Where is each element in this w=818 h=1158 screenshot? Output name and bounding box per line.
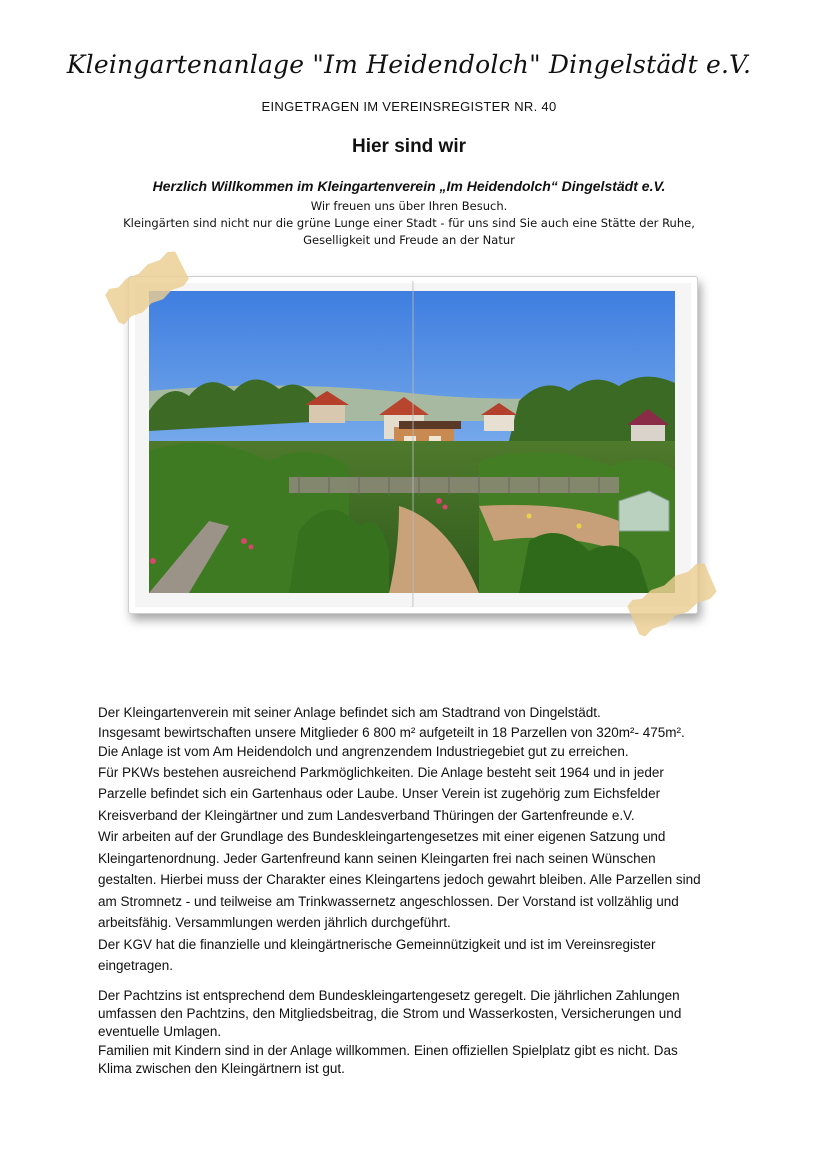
text-line: Der Pachtzins ist entsprechend dem Bundeskleingartengesetz geregelt. Die jährlichen Zahlungen (98, 988, 680, 1003)
text-line: gestalten. Hierbei muss der Charakter eines Kleingartens jedoch gewahrt bleiben. Alle Parzellen sind (98, 872, 701, 887)
intro-line: Wir freuen uns über Ihren Besuch. (310, 199, 508, 213)
intro-text (100, 198, 718, 249)
text-line: Wir arbeiten auf der Grundlage des Bundeskleingartengesetzes mit einer eigenen Satzung und (98, 829, 666, 844)
text-line: arbeitsfähig. Versammlungen werden jährlich durchgeführt. (98, 915, 451, 930)
text-line: Insgesamt bewirtschaften unsere Mitglieder 6 800 m² aufgeteilt in 18 Parzellen von 320m²- 475m². (98, 724, 685, 740)
text-line: Parzelle befindet sich ein Gartenhaus oder Laube. Unser Verein ist zugehörig zum Eichsfelder (98, 786, 661, 801)
intro-line: Geselligkeit und Freude an der Natur (303, 233, 515, 247)
text-line: eingetragen. (98, 958, 174, 973)
garden-panorama-photo (149, 291, 675, 593)
text-line: umfassen den Pachtzins, den Mitgliedsbeitrag, die Strom und Wasserkosten, Versicherungen und (98, 1006, 682, 1022)
text-line: Kleingartenordnung. Jeder Gartenfreund kann seinen Kleingarten frei nach seinen Wünschen (98, 850, 656, 866)
register-note: EINGETRAGEN IM VEREINSREGISTER NR. 40 (261, 99, 557, 114)
intro-line: Kleingärten sind nicht nur die grüne Lunge einer Stadt - für uns sind Sie auch eine Stätte der Ruhe, (123, 216, 695, 230)
text-line: Der KGV hat die finanzielle und kleingärtnerische Gemeinnützigkeit und ist im Vereinsregister (98, 936, 656, 952)
text-line: eventuelle Umlagen. (98, 1024, 222, 1040)
lease-paragraph (98, 987, 738, 1078)
text-line: Klima zwischen den Kleingärtnern ist gut. (98, 1060, 345, 1076)
text-line: Kreisverband der Kleingärtner und zum Landesverband Thüringen der Gartenfreunde e.V. (98, 807, 635, 823)
photo-book (128, 276, 698, 614)
text-line: Die Anlage ist vom Am Heidendolch und angrenzendem Industriegebiet gut zu erreichen. (98, 744, 629, 759)
text-line: am Stromnetz - und teilweise am Trinkwassernetz angeschlossen. Der Vorstand ist vollzählig und (98, 893, 679, 909)
description-paragraph (98, 703, 738, 977)
page-title: Kleingartenanlage "Im Heidendolch" Dingelstädt e.V. (66, 50, 752, 79)
text-line: Der Kleingartenverein mit seiner Anlage befindet sich am Stadtrand von Dingelstädt. (98, 705, 601, 720)
welcome-line: Herzlich Willkommen im Kleingartenverein „Im Heidendolch“ Dingelstädt e.V. (152, 178, 666, 194)
section-heading: Hier sind wir (351, 136, 467, 157)
text-line: Familien mit Kindern sind in der Anlage willkommen. Einen offiziellen Spielplatz gibt es nicht. Das (98, 1042, 678, 1058)
text-line: Für PKWs bestehen ausreichend Parkmöglichkeiten. Die Anlage besteht seit 1964 und in jeder (98, 764, 664, 780)
